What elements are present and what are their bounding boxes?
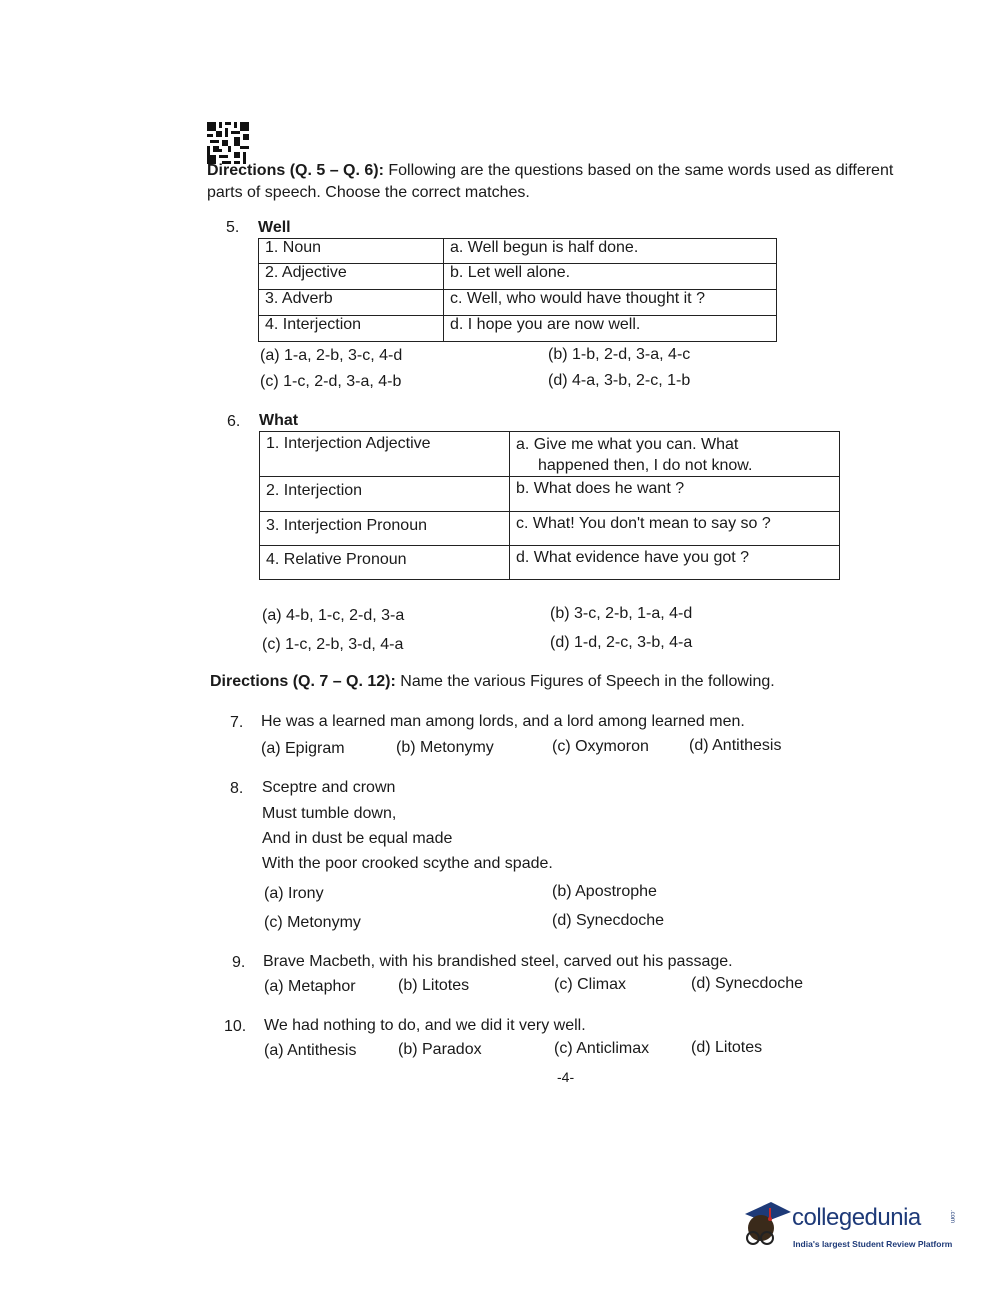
- directions-text: Name the various Figures of Speech in the following.: [395, 673, 775, 690]
- poem-line: Sceptre and crown: [262, 779, 396, 796]
- option-a: (a) Epigram: [261, 740, 345, 757]
- option-c: (c) 1-c, 2-b, 3-d, 4-a: [262, 636, 404, 653]
- question-number: 10.: [224, 1018, 247, 1035]
- option-b: (b) Metonymy: [396, 739, 494, 756]
- table-cell-line: a. Give me what you can. What: [516, 436, 739, 453]
- option-c: (c) Oxymoron: [552, 738, 649, 755]
- table-cell-left: 2. Interjection: [260, 477, 510, 512]
- table-cell-right: c. Well, who would have thought it ?: [444, 290, 777, 316]
- table-cell-right: d. What evidence have you got ?: [510, 546, 840, 580]
- option-a: (a) 1-a, 2-b, 3-c, 4-d: [260, 347, 403, 364]
- option-d: (d) 1-d, 2-c, 3-b, 4-a: [550, 634, 693, 651]
- table-cell-left: 1. Noun: [259, 239, 444, 264]
- table-cell-left: 4. Interjection: [259, 316, 444, 342]
- question-text: We had nothing to do, and we did it very well.: [264, 1017, 586, 1034]
- option-d: (d) Antithesis: [689, 737, 782, 754]
- directions-label: Directions (Q. 5 – Q. 6):: [207, 162, 384, 179]
- page-number: -4-: [557, 1069, 575, 1085]
- option-a: (a) Antithesis: [264, 1042, 357, 1059]
- option-d: (d) Synecdoche: [552, 912, 665, 929]
- option-a: (a) 4-b, 1-c, 2-d, 3-a: [262, 607, 405, 624]
- directions-label: Directions (Q. 7 – Q. 12):: [210, 673, 396, 690]
- table-cell-right: [510, 432, 840, 477]
- directions-q7-q12: [210, 673, 910, 691]
- table-cell-left: 3. Adverb: [259, 290, 444, 316]
- match-table-q6: [259, 431, 840, 580]
- logo-domain: .com: [949, 1210, 955, 1224]
- table-cell-left: 1. Interjection Adjective: [260, 432, 510, 477]
- table-cell-right: b. What does he want ?: [510, 477, 840, 512]
- option-c: (c) Metonymy: [264, 914, 361, 931]
- table-cell-left: 4. Relative Pronoun: [260, 546, 510, 580]
- question-text: Brave Macbeth, with his brandished steel, carved out his passage.: [263, 953, 733, 970]
- table-cell-right: b. Let well alone.: [444, 264, 777, 290]
- option-c: (c) Climax: [554, 976, 626, 993]
- option-b: (b) Apostrophe: [552, 883, 657, 900]
- poem-line: With the poor crooked scythe and spade.: [262, 855, 553, 872]
- question-number: 9.: [232, 954, 246, 971]
- option-b: (b) Paradox: [398, 1041, 482, 1058]
- logo-tagline: India's largest Student Review Platform: [793, 1239, 953, 1249]
- option-d: (d) 4-a, 3-b, 2-c, 1-b: [548, 372, 691, 389]
- question-number: 7.: [230, 714, 244, 731]
- question-text: He was a learned man among lords, and a lord among learned men.: [261, 713, 745, 730]
- option-a: (a) Metaphor: [264, 978, 356, 995]
- option-b: (b) Litotes: [398, 977, 470, 994]
- match-table-q5: [258, 238, 777, 342]
- directions-q5-q6: [207, 160, 897, 204]
- logo-name: collegedunia: [792, 1204, 921, 1231]
- poem-line: And in dust be equal made: [262, 830, 453, 847]
- option-d: (d) Synecdoche: [691, 975, 804, 992]
- table-cell-right: d. I hope you are now well.: [444, 316, 777, 342]
- poem-line: Must tumble down,: [262, 805, 397, 822]
- question-number: 8.: [230, 780, 244, 797]
- collegedunia-logo: [735, 1196, 965, 1262]
- table-cell-line: happened then, I do not know.: [538, 457, 753, 474]
- option-c: (c) Anticlimax: [554, 1040, 650, 1057]
- option-b: (b) 3-c, 2-b, 1-a, 4-d: [550, 605, 693, 622]
- question-word: What: [259, 412, 299, 429]
- question-number: 6.: [227, 413, 241, 430]
- question-word: Well: [258, 219, 291, 236]
- option-b: (b) 1-b, 2-d, 3-a, 4-c: [548, 346, 691, 363]
- mascot-icon: [735, 1198, 791, 1254]
- table-cell-right: c. What! You don't mean to say so ?: [510, 512, 840, 546]
- qr-code-icon: [207, 122, 249, 164]
- option-d: (d) Litotes: [691, 1039, 763, 1056]
- option-a: (a) Irony: [264, 885, 324, 902]
- question-number: 5.: [226, 219, 240, 236]
- directions-text: Following are the questions based on the same words used as different parts of speech. Choose the correct matches.: [207, 162, 894, 201]
- table-cell-left: 2. Adjective: [259, 264, 444, 290]
- table-cell-right: a. Well begun is half done.: [444, 239, 777, 264]
- option-c: (c) 1-c, 2-d, 3-a, 4-b: [260, 373, 402, 390]
- table-cell-left: 3. Interjection Pronoun: [260, 512, 510, 546]
